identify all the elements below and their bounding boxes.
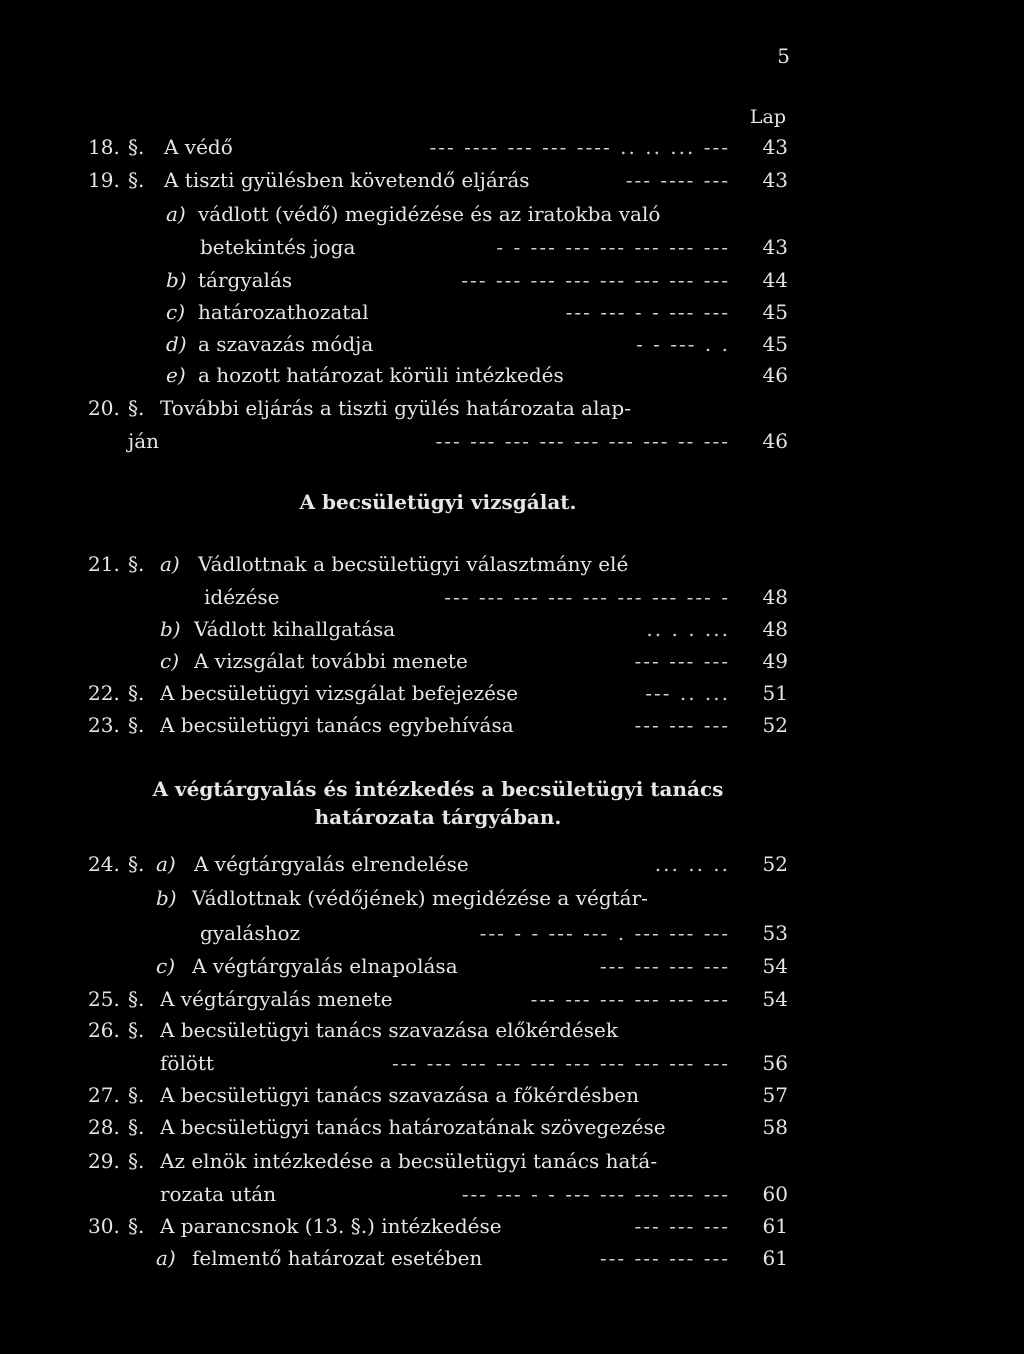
toc-subentry-30a	[88, 1242, 788, 1274]
toc-entry-28	[88, 1111, 788, 1143]
leader-dots: - - --- --- --- --- --- ---	[496, 235, 730, 259]
toc-subentry-24b	[88, 882, 788, 914]
entry-title: A becsületügyi vizsgálat befejezése	[160, 681, 519, 705]
section-symbol: §.	[128, 168, 145, 192]
section-symbol: §.	[128, 1149, 145, 1173]
section-heading: A becsületügyi vizsgálat.	[299, 490, 577, 514]
section-symbol: §.	[128, 987, 145, 1011]
entry-page: 52	[762, 852, 788, 876]
entry-title: A becsületügyi tanács határozatának szövegezése	[160, 1115, 666, 1139]
toc-entry-26	[88, 1014, 788, 1046]
entry-page: 61	[762, 1246, 788, 1270]
entry-title: További eljárás a tiszti gyülés határozata alap-	[160, 396, 631, 420]
entry-title: A védő	[164, 135, 233, 159]
leader-dots: --- --- --- ---	[599, 1246, 730, 1270]
entry-title: határozathozatal	[198, 300, 369, 324]
entry-title: A végtárgyalás elrendelése	[194, 852, 469, 876]
toc-entry-19	[88, 164, 788, 196]
toc-entry-21a-cont	[88, 581, 788, 613]
entry-page: 45	[762, 332, 788, 356]
toc-entry-23	[88, 709, 788, 741]
page-number: 5	[777, 44, 790, 68]
leader-dots: --- --- --- --- --- --- --- --- -	[444, 585, 730, 609]
subentry-marker: e)	[166, 363, 186, 387]
toc-entry-30	[88, 1210, 788, 1242]
leader-dots: - - --- . .	[636, 332, 730, 356]
entry-number: 27.	[88, 1083, 120, 1107]
toc-entry-21	[88, 548, 788, 580]
entry-title: A becsületügyi tanács egybehívása	[160, 713, 514, 737]
entry-title: A becsületügyi tanács szavazása előkérdések	[160, 1018, 618, 1042]
subentry-marker: b)	[166, 268, 187, 292]
subentry-marker: a)	[166, 202, 186, 226]
section-symbol: §.	[128, 552, 145, 576]
entry-page: 52	[762, 713, 788, 737]
entry-number: 30.	[88, 1214, 120, 1238]
toc-subentry-19b	[88, 264, 788, 296]
subentry-marker: a)	[156, 1246, 176, 1270]
section-heading-cont: határozata tárgyában.	[314, 805, 562, 829]
entry-title: A becsületügyi tanács szavazása a főkérdésben	[160, 1083, 639, 1107]
entry-title: gyaláshoz	[200, 921, 301, 945]
leader-dots: --- --- --- --- --- --- --- -- ---	[435, 429, 730, 453]
toc-entry-29-cont	[88, 1178, 788, 1210]
entry-page: 43	[762, 235, 788, 259]
entry-page: 53	[762, 921, 788, 945]
subentry-marker: a)	[160, 552, 180, 576]
toc-entry-27	[88, 1079, 788, 1111]
entry-title: A parancsnok (13. §.) intézkedése	[160, 1214, 502, 1238]
entry-number: 18.	[88, 135, 120, 159]
entry-title: fölött	[160, 1051, 214, 1075]
entry-page: 48	[762, 617, 788, 641]
toc-subentry-19d	[88, 328, 788, 360]
entry-title: A végtárgyalás menete	[160, 987, 393, 1011]
leader-dots: --- --- --- ---	[599, 954, 730, 978]
entry-title: tárgyalás	[198, 268, 293, 292]
entry-number: 20.	[88, 396, 120, 420]
entry-page: 58	[762, 1115, 788, 1139]
leader-dots: --- --- --- --- --- --- --- ---	[461, 268, 730, 292]
subentry-marker: d)	[166, 332, 187, 356]
entry-page: 46	[762, 429, 788, 453]
entry-title: A vizsgálat további menete	[194, 649, 468, 673]
subentry-marker: c)	[156, 954, 176, 978]
entry-number: 21.	[88, 552, 120, 576]
entry-page: 46	[762, 363, 788, 387]
lap-column-header: Lap	[749, 106, 786, 128]
leader-dots: .. . . ...	[646, 617, 730, 641]
toc-entry-24	[88, 848, 788, 880]
entry-page: 44	[762, 268, 788, 292]
entry-number: 24.	[88, 852, 120, 876]
leader-dots: --- ---- --- --- ---- .. .. ... ---	[429, 135, 730, 159]
section-symbol: §.	[128, 1018, 145, 1042]
entry-number: 23.	[88, 713, 120, 737]
entry-title: Vádlott kihallgatása	[194, 617, 396, 641]
subentry-marker: b)	[156, 886, 177, 910]
entry-page: 45	[762, 300, 788, 324]
entry-number: 28.	[88, 1115, 120, 1139]
section-symbol: §.	[128, 1083, 145, 1107]
leader-dots: --- - - --- --- . --- --- ---	[479, 921, 730, 945]
entry-number: 25.	[88, 987, 120, 1011]
entry-title: betekintés joga	[200, 235, 356, 259]
toc-subentry-24b-cont	[88, 917, 788, 949]
entry-number: 29.	[88, 1149, 120, 1173]
leader-dots: --- --- ---	[634, 1214, 730, 1238]
subentry-marker: c)	[160, 649, 180, 673]
entry-number: 22.	[88, 681, 120, 705]
section-symbol: §.	[128, 1214, 145, 1238]
entry-title: A tiszti gyülésben követendő eljárás	[164, 168, 530, 192]
leader-dots: --- --- ---	[634, 713, 730, 737]
entry-page: 60	[762, 1182, 788, 1206]
entry-page: 43	[762, 168, 788, 192]
leader-dots: --- --- --- --- --- ---	[530, 987, 730, 1011]
entry-title: felmentő határozat esetében	[192, 1246, 483, 1270]
entry-title: ján	[128, 429, 160, 453]
entry-page: 43	[762, 135, 788, 159]
entry-title: a szavazás módja	[198, 332, 374, 356]
entry-title: Vádlottnak (védőjének) megidézése a végtár-	[192, 886, 648, 910]
section-symbol: §.	[128, 1115, 145, 1139]
entry-title: a hozott határozat körüli intézkedés	[198, 363, 564, 387]
entry-title: Vádlottnak a becsületügyi választmány elé	[198, 552, 629, 576]
subentry-marker: b)	[160, 617, 181, 641]
leader-dots: --- --- ---	[634, 649, 730, 673]
toc-entry-29	[88, 1145, 788, 1177]
entry-page: 51	[762, 681, 788, 705]
toc-subentry-24c	[88, 950, 788, 982]
leader-dots: --- ---- ---	[625, 168, 730, 192]
toc-subentry-19e	[88, 359, 788, 391]
entry-number: 19.	[88, 168, 120, 192]
leader-dots: --- --- --- --- --- --- --- --- --- ---	[392, 1051, 730, 1075]
section-heading: A végtárgyalás és intézkedés a becsületügyi tanács	[152, 777, 724, 801]
entry-page: 48	[762, 585, 788, 609]
toc-subentry-19c	[88, 296, 788, 328]
section-symbol: §.	[128, 852, 145, 876]
toc-entry-18	[88, 131, 788, 163]
toc-entry-22	[88, 677, 788, 709]
entry-number: 26.	[88, 1018, 120, 1042]
leader-dots: --- --- - - --- --- --- --- ---	[461, 1182, 730, 1206]
subentry-marker: a)	[156, 852, 176, 876]
entry-page: 57	[762, 1083, 788, 1107]
entry-page: 56	[762, 1051, 788, 1075]
entry-title: rozata után	[160, 1182, 277, 1206]
entry-title: vádlott (védő) megidézése és az iratokba való	[198, 202, 661, 226]
entry-page: 54	[762, 954, 788, 978]
toc-entry-20	[88, 392, 788, 424]
entry-title: Az elnök intézkedése a becsületügyi tanács hatá-	[160, 1149, 658, 1173]
leader-dots: ... .. ..	[654, 852, 730, 876]
subentry-marker: c)	[166, 300, 186, 324]
entry-page: 54	[762, 987, 788, 1011]
toc-entry-25	[88, 983, 788, 1015]
entry-page: 61	[762, 1214, 788, 1238]
toc-entry-26-cont	[88, 1047, 788, 1079]
toc-subentry-21b	[88, 613, 788, 645]
section-symbol: §.	[128, 713, 145, 737]
toc-subentry-19a-cont	[88, 231, 788, 263]
toc-subentry-19a	[88, 198, 788, 230]
toc-subentry-21c	[88, 645, 788, 677]
entry-title: A végtárgyalás elnapolása	[192, 954, 458, 978]
toc-entry-20-cont	[88, 425, 788, 457]
leader-dots: --- --- - - --- ---	[565, 300, 730, 324]
section-symbol: §.	[128, 681, 145, 705]
entry-page: 49	[762, 649, 788, 673]
section-symbol: §.	[128, 135, 145, 159]
entry-title: idézése	[204, 585, 280, 609]
section-symbol: §.	[128, 396, 145, 420]
leader-dots: --- .. ...	[645, 681, 730, 705]
